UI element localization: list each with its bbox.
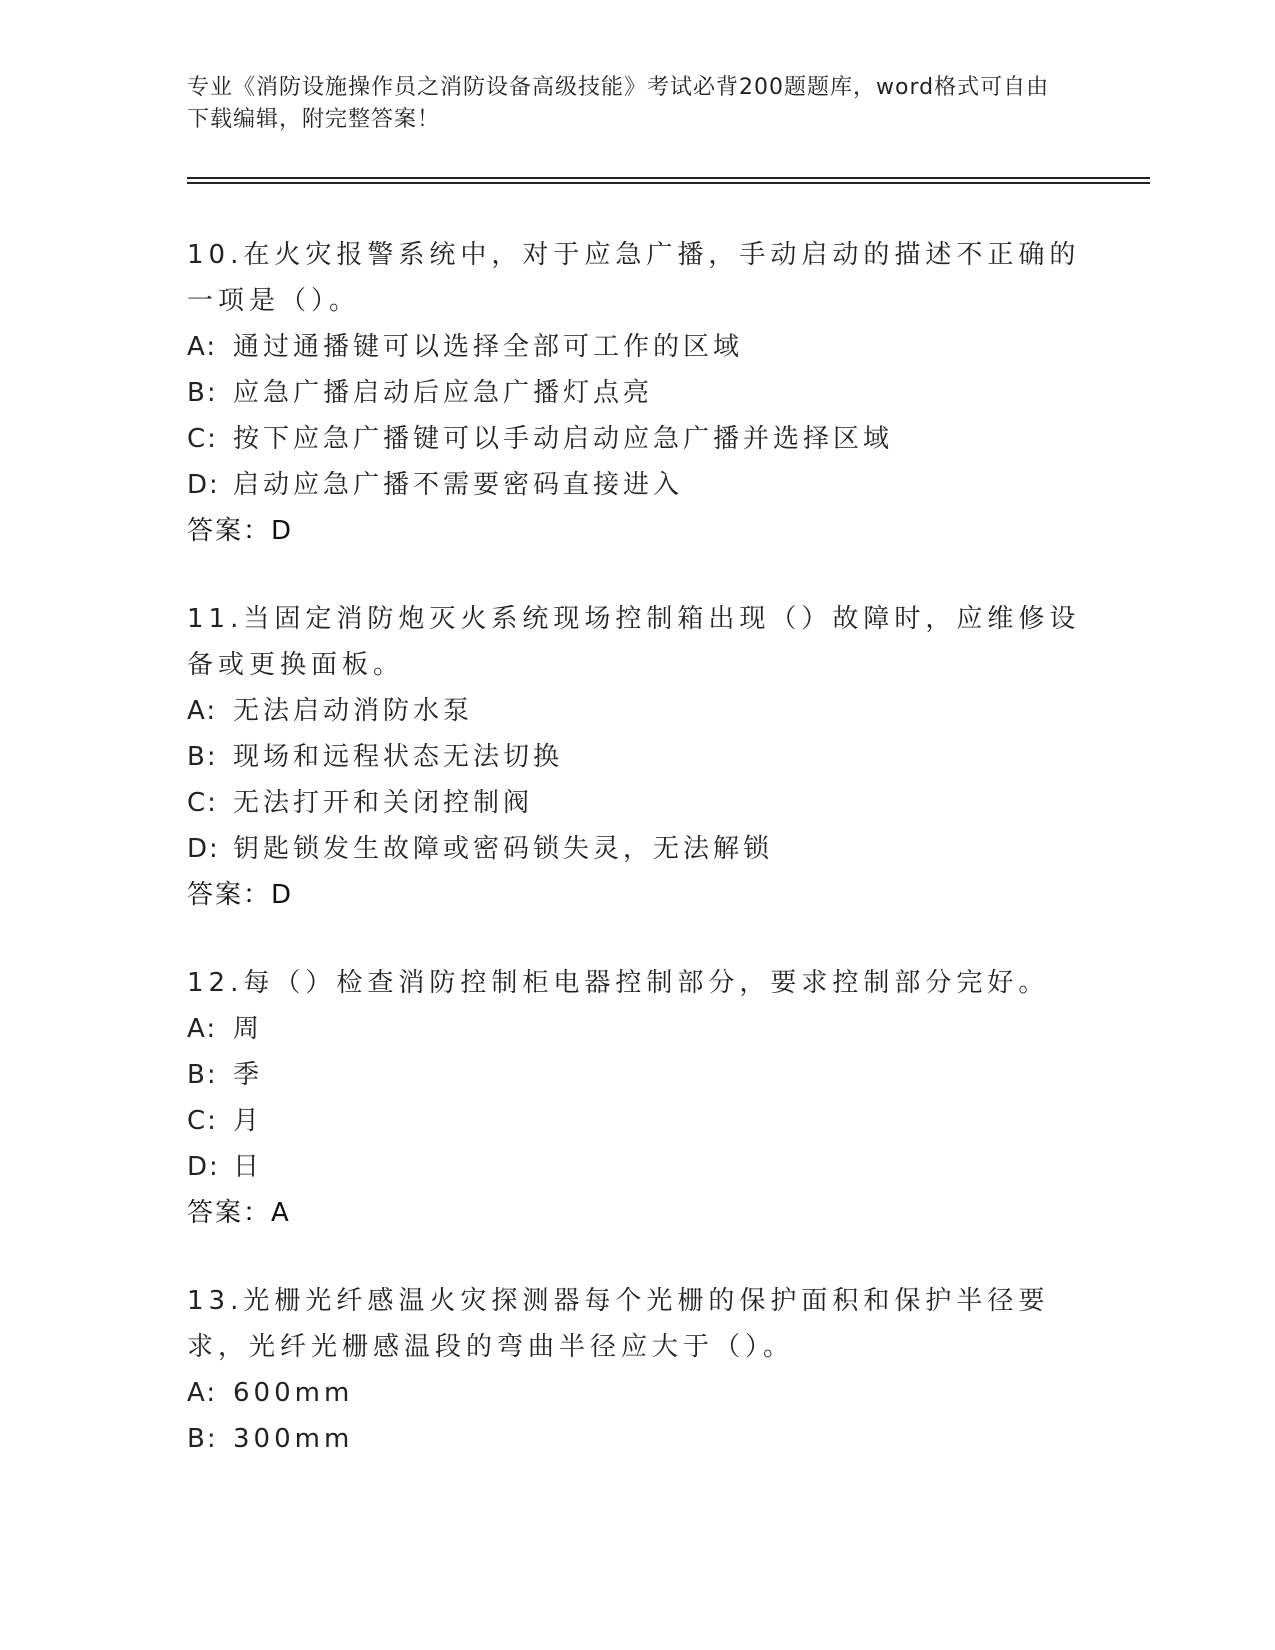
question-option (187, 416, 1087, 462)
question-option (187, 1052, 1087, 1098)
option-text: 应急广播启动后应急广播灯点亮 (233, 378, 654, 408)
option-key: A: (187, 1378, 218, 1408)
question-stem: 11.当固定消防炮灭火系统现场控制箱出现（）故障时，应维修设备或更换面板。 (187, 604, 1081, 680)
question-item (187, 960, 1087, 1236)
option-text: 日 (233, 1152, 264, 1182)
option-text: 启动应急广播不需要密码直接进入 (233, 470, 684, 500)
option-key: C: (187, 788, 218, 818)
question-option (187, 1370, 1087, 1416)
question-item (187, 596, 1087, 918)
option-key: B: (187, 742, 218, 772)
question-option (187, 734, 1087, 780)
question-option (187, 462, 1087, 508)
option-text: 月 (233, 1106, 264, 1136)
header-divider-top (187, 177, 1150, 179)
question-option (187, 1006, 1087, 1052)
option-key: D: (187, 1152, 220, 1182)
option-text: 现场和远程状态无法切换 (233, 742, 564, 772)
option-key: B: (187, 1060, 218, 1090)
option-key: C: (187, 1106, 218, 1136)
option-text: 300mm (233, 1424, 354, 1454)
question-stem: 10.在火灾报警系统中，对于应急广播，手动启动的描述不正确的一项是（）。 (187, 240, 1081, 316)
question-option (187, 324, 1087, 370)
option-text: 无法打开和关闭控制阀 (233, 788, 534, 818)
option-text: 季 (233, 1060, 264, 1090)
option-text: 无法启动消防水泵 (233, 696, 474, 726)
question-option (187, 1416, 1087, 1462)
question-option (187, 780, 1087, 826)
question-option (187, 1144, 1087, 1190)
question-option (187, 826, 1087, 872)
option-key: A: (187, 1014, 218, 1044)
question-answer: 答案：D (187, 880, 294, 910)
option-text: 钥匙锁发生故障或密码锁失灵，无法解锁 (233, 834, 774, 864)
question-option (187, 1098, 1087, 1144)
option-key: A: (187, 696, 218, 726)
option-key: B: (187, 378, 218, 408)
document-header: 专业《消防设施操作员之消防设备高级技能》考试必背200题题库，word格式可自由下载编辑，附完整答案！ (187, 75, 1050, 132)
question-item (187, 1278, 1087, 1462)
option-key: A: (187, 332, 218, 362)
option-text: 600mm (233, 1378, 354, 1408)
question-answer: 答案：A (187, 1198, 291, 1228)
header-divider-bottom (187, 182, 1150, 184)
question-list (187, 232, 1087, 1504)
question-stem: 13.光栅光纤感温火灾探测器每个光栅的保护面积和保护半径要求，光纤光栅感温段的弯曲半径应大于（）。 (187, 1286, 1050, 1362)
question-item (187, 232, 1087, 554)
option-key: B: (187, 1424, 218, 1454)
question-answer: 答案：D (187, 516, 294, 546)
option-text: 通过通播键可以选择全部可工作的区域 (233, 332, 744, 362)
question-option (187, 688, 1087, 734)
option-key: D: (187, 834, 220, 864)
option-key: C: (187, 424, 218, 454)
question-stem: 12.每（）检查消防控制柜电器控制部分，要求控制部分完好。 (187, 968, 1050, 998)
option-text: 周 (233, 1014, 264, 1044)
option-key: D: (187, 470, 220, 500)
option-text: 按下应急广播键可以手动启动应急广播并选择区域 (233, 424, 894, 454)
question-option (187, 370, 1087, 416)
